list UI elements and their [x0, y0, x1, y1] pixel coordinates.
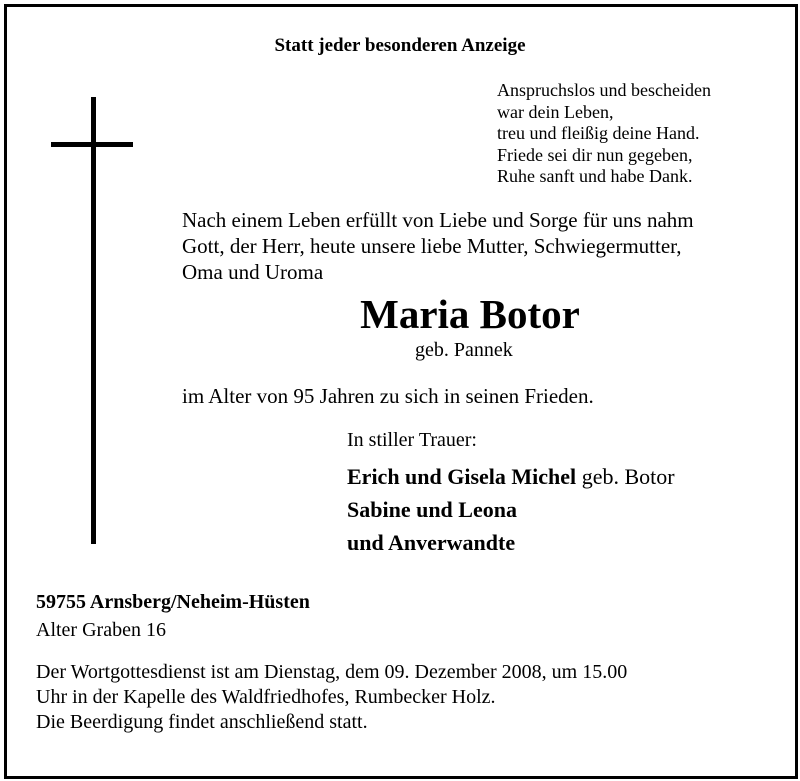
- deceased-name: Maria Botor: [360, 291, 580, 337]
- mourner-line: [347, 466, 675, 488]
- intro-line: Gott, der Herr, heute unsere liebe Mutter, Schwiegermutter,: [182, 234, 682, 258]
- maiden-name: geb. Pannek: [415, 339, 513, 361]
- service-line: Der Wortgottesdienst ist am Dienstag, dem 09. Dezember 2008, um 15.00: [36, 661, 628, 683]
- intro-text: [182, 207, 694, 285]
- poem-line: war dein Leben,: [497, 101, 614, 122]
- address-city: 59755 Arnsberg/Neheim-Hüsten: [36, 591, 310, 613]
- service-line: Uhr in der Kapelle des Waldfriedhofes, Rumbecker Holz.: [36, 686, 496, 708]
- mourner-line: Sabine und Leona: [347, 497, 517, 522]
- poem-line: Ruhe sanft und habe Dank.: [497, 166, 693, 186]
- poem-line: treu und fleißig deine Hand.: [497, 123, 700, 143]
- mourner-names: Erich und Gisela Michel: [347, 464, 577, 489]
- service-info: [36, 660, 627, 735]
- poem-line: Friede sei dir nun gegeben,: [497, 144, 693, 165]
- address-street: Alter Graben 16: [36, 619, 166, 641]
- intro-line: Oma und Uroma: [182, 260, 324, 284]
- mourner-line: und Anverwandte: [347, 530, 516, 555]
- cross-icon-crossbar: [51, 142, 133, 147]
- age-text: im Alter von 95 Jahren zu sich in seinen Frieden.: [182, 384, 594, 408]
- poem: [497, 80, 711, 188]
- header-title: Statt jeder besonderen Anzeige: [274, 35, 526, 56]
- service-line: Die Beerdigung findet anschließend statt.: [36, 711, 368, 733]
- mourner-suffix: geb. Botor: [576, 464, 675, 489]
- poem-line: Anspruchslos und bescheiden: [497, 80, 711, 100]
- mourning-intro: In stiller Trauer:: [347, 429, 477, 451]
- intro-line: Nach einem Leben erfüllt von Liebe und Sorge für uns nahm: [182, 208, 694, 232]
